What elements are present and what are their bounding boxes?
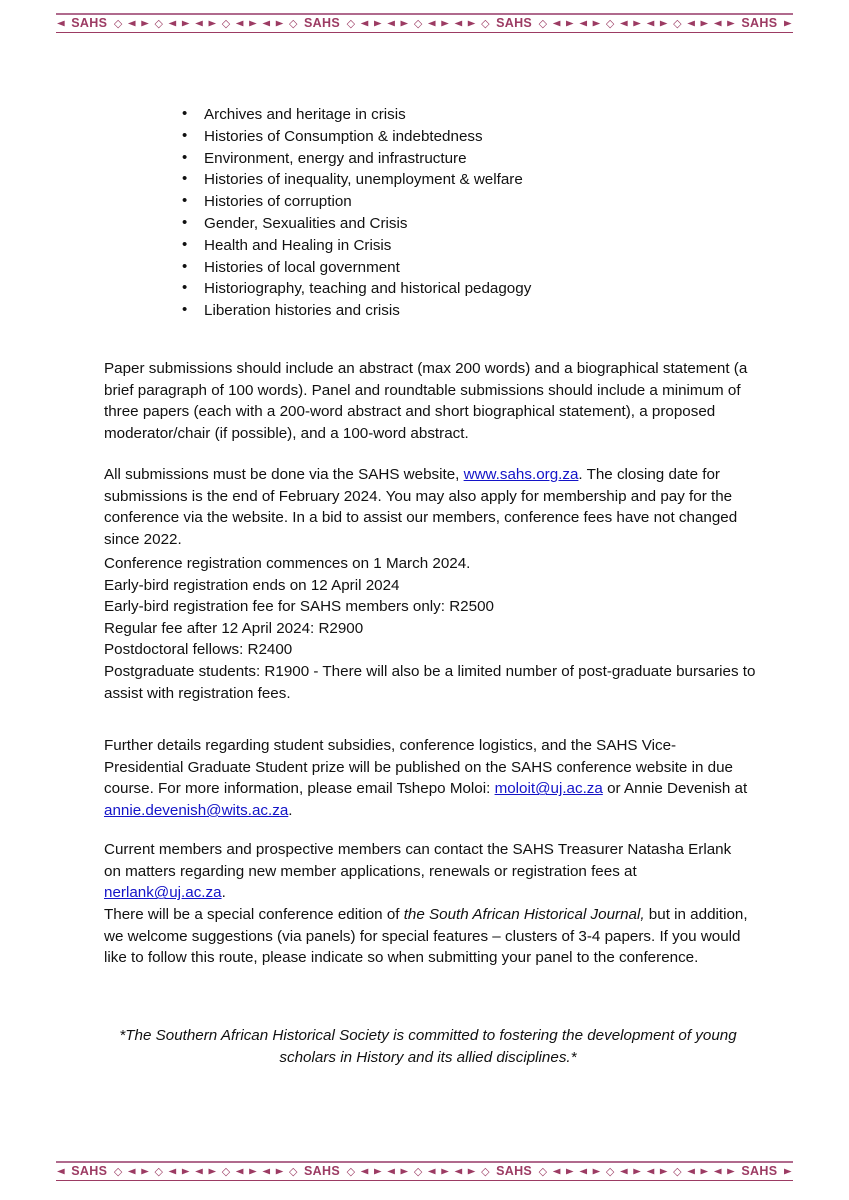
- border-sahs-label: SAHS: [71, 16, 108, 31]
- registration-fees-block: [104, 553, 764, 704]
- border-right-triangle-icon: ►: [373, 1164, 382, 1178]
- border-sahs-label: SAHS: [496, 1164, 533, 1179]
- border-diamond-icon: ◇: [481, 1165, 490, 1178]
- border-diamond-icon: ◇: [538, 1165, 548, 1178]
- topic-list-item: • Histories of inequality, unemployment & welfare: [182, 169, 782, 191]
- border-right-triangle-icon: ►: [181, 1164, 190, 1178]
- journal-text-after: but in addition, we welcome suggestions (via panels) for special features – clusters of 3-4 papers. If you would like to follow this route, please indicate so when submitting your panel to the conference.: [104, 905, 748, 967]
- header-decorative-border: [56, 8, 793, 38]
- border-left-triangle-icon: ◄: [427, 16, 436, 30]
- border-left-triangle-icon: ◄: [552, 16, 561, 30]
- border-right-triangle-icon: ►: [441, 16, 449, 30]
- closing-statement: *The Southern African Historical Society is committed to fostering the development of young scholars in History and its allied disciplines.*: [119, 1027, 737, 1067]
- further-text-after: .: [288, 801, 293, 819]
- fee-line: Postdoctoral fellows: R2400: [104, 641, 293, 659]
- border-left-triangle-icon: ◄: [360, 1164, 369, 1178]
- border-diamond-icon: ◇: [154, 1165, 163, 1178]
- border-right-triangle-icon: ►: [727, 1164, 735, 1178]
- border-left-triangle-icon: ◄: [646, 16, 655, 30]
- border-right-triangle-icon: ►: [566, 16, 574, 30]
- border-right-triangle-icon: ►: [783, 16, 792, 30]
- treasurer-text-before: Current members and prospective members can contact the SAHS Treasurer Natasha Erlank on matters regarding new member applications, renewals or registration fees at: [104, 841, 732, 880]
- fee-line: Early-bird registration fee for SAHS members only: R2500: [104, 598, 494, 616]
- border-right-triangle-icon: ►: [700, 16, 709, 30]
- border-right-triangle-icon: ►: [727, 16, 735, 30]
- border-diamond-icon: ◇: [673, 1165, 682, 1178]
- journal-text-before: There will be a special conference edition of: [104, 905, 404, 923]
- border-right-triangle-icon: ►: [566, 1164, 574, 1178]
- border-right-triangle-icon: ►: [592, 16, 601, 30]
- fee-line: Early-bird registration ends on 12 April 2024: [104, 576, 400, 594]
- topic-list-item: • Histories of Consumption & indebtedness: [182, 126, 782, 148]
- border-diamond-icon: ◇: [481, 17, 490, 30]
- border-left-triangle-icon: ◄: [687, 16, 695, 30]
- border-right-triangle-icon: ►: [249, 16, 257, 30]
- email-link-devenish[interactable]: annie.devenish@wits.ac.za: [104, 801, 289, 819]
- border-right-triangle-icon: ►: [208, 16, 217, 30]
- border-left-triangle-icon: ◄: [168, 1164, 177, 1178]
- topic-list-item: • Historiography, teaching and historical pedagogy: [182, 278, 782, 300]
- border-left-triangle-icon: ◄: [619, 16, 628, 30]
- border-left-triangle-icon: ◄: [262, 16, 271, 30]
- border-diamond-icon: ◇: [288, 17, 298, 30]
- border-right-triangle-icon: ►: [275, 16, 284, 30]
- paragraph-submission-requirements: Paper submissions should include an abstract (max 200 words) and a biographical statement (a brief paragraph of 100 words). Panel and roundtable submissions should include a minimum of three papers (each with a 200-word abstract and short biographical statement), a proposed moderator/chair (if possible), and a 100-word abstract.: [104, 360, 748, 442]
- border-right-triangle-icon: ►: [467, 1164, 476, 1178]
- border-left-triangle-icon: ◄: [687, 1164, 695, 1178]
- border-right-triangle-icon: ►: [373, 16, 382, 30]
- border-right-triangle-icon: ►: [275, 1164, 284, 1178]
- border-left-triangle-icon: ◄: [427, 1164, 436, 1178]
- conference-topics-list: [182, 104, 782, 322]
- header-border-glyphs: [56, 15, 793, 32]
- border-left-triangle-icon: ◄: [713, 16, 722, 30]
- border-diamond-icon: ◇: [154, 17, 163, 30]
- topic-list-item: • Liberation histories and crisis: [182, 300, 782, 322]
- border-left-triangle-icon: ◄: [387, 1164, 395, 1178]
- border-left-triangle-icon: ◄: [552, 1164, 561, 1178]
- border-diamond-icon: ◇: [538, 17, 548, 30]
- border-diamond-icon: ◇: [221, 1165, 231, 1178]
- further-text-between: or Annie Devenish at: [602, 780, 748, 798]
- border-diamond-icon: ◇: [605, 1165, 615, 1178]
- sahs-website-link[interactable]: www.sahs.org.za: [463, 466, 579, 484]
- border-left-triangle-icon: ◄: [235, 16, 244, 30]
- topic-list-item: • Environment, energy and infrastructure: [182, 148, 782, 170]
- header-border-rule-bottom: [56, 32, 793, 33]
- border-sahs-label: SAHS: [741, 1164, 778, 1179]
- border-left-triangle-icon: ◄: [57, 1164, 65, 1178]
- border-right-triangle-icon: ►: [249, 1164, 257, 1178]
- paragraph-further-details: [104, 735, 752, 821]
- border-left-triangle-icon: ◄: [454, 16, 463, 30]
- border-left-triangle-icon: ◄: [127, 1164, 136, 1178]
- border-diamond-icon: ◇: [413, 1165, 423, 1178]
- further-text-before: Further details regarding student subsidies, conference logistics, and the SAHS Vice-Presidential Graduate Student prize will be published on the SAHS conference website in due course. For more information, please email Tshepo Moloi:: [104, 737, 733, 798]
- border-right-triangle-icon: ►: [700, 1164, 709, 1178]
- border-right-triangle-icon: ►: [208, 1164, 217, 1178]
- paragraph-treasurer-and-journal: [104, 839, 752, 969]
- border-diamond-icon: ◇: [288, 1165, 298, 1178]
- fee-line: Conference registration commences on 1 March 2024.: [104, 555, 471, 572]
- border-left-triangle-icon: ◄: [387, 16, 395, 30]
- topic-list-item: • Health and Healing in Crisis: [182, 235, 782, 257]
- border-left-triangle-icon: ◄: [262, 1164, 271, 1178]
- fee-line: Postgraduate students: R1900 - There will also be a limited number of post-graduate bursaries to assist with registration fees.: [104, 662, 756, 702]
- border-left-triangle-icon: ◄: [168, 16, 177, 30]
- border-diamond-icon: ◇: [673, 17, 682, 30]
- topic-list-item: • Histories of corruption: [182, 191, 782, 213]
- email-link-moloi[interactable]: moloit@uj.ac.za: [494, 780, 603, 798]
- border-left-triangle-icon: ◄: [619, 1164, 628, 1178]
- border-right-triangle-icon: ►: [400, 16, 409, 30]
- border-right-triangle-icon: ►: [659, 16, 668, 30]
- border-sahs-label: SAHS: [741, 16, 778, 31]
- border-right-triangle-icon: ►: [141, 16, 149, 30]
- border-left-triangle-icon: ◄: [646, 1164, 655, 1178]
- border-left-triangle-icon: ◄: [360, 16, 369, 30]
- border-right-triangle-icon: ►: [141, 1164, 149, 1178]
- email-link-erlank[interactable]: nerlank@uj.ac.za: [104, 884, 222, 902]
- border-diamond-icon: ◇: [413, 17, 423, 30]
- all-submissions-text-after: . The closing date for submissions is the end of February 2024. You may also apply for membership and pay for the conference via the website. In a bid to assist our members, conference fees have not changed since 2022.: [104, 466, 738, 548]
- border-left-triangle-icon: ◄: [195, 1164, 203, 1178]
- border-right-triangle-icon: ►: [783, 1164, 792, 1178]
- border-sahs-label: SAHS: [304, 16, 340, 31]
- border-left-triangle-icon: ◄: [713, 1164, 722, 1178]
- border-right-triangle-icon: ►: [633, 1164, 641, 1178]
- border-left-triangle-icon: ◄: [579, 16, 588, 30]
- border-left-triangle-icon: ◄: [579, 1164, 588, 1178]
- topic-list-item: • Gender, Sexualities and Crisis: [182, 213, 782, 235]
- all-submissions-text-before: All submissions must be done via the SAHS website,: [104, 466, 464, 484]
- topic-list-item: • Histories of local government: [182, 257, 782, 279]
- border-diamond-icon: ◇: [605, 17, 615, 30]
- border-right-triangle-icon: ►: [181, 16, 190, 30]
- border-right-triangle-icon: ►: [400, 1164, 409, 1178]
- border-left-triangle-icon: ◄: [235, 1164, 244, 1178]
- border-left-triangle-icon: ◄: [454, 1164, 463, 1178]
- border-right-triangle-icon: ►: [659, 1164, 668, 1178]
- footer-decorative-border: [56, 1156, 793, 1186]
- border-right-triangle-icon: ►: [592, 1164, 601, 1178]
- border-sahs-label: SAHS: [71, 1164, 108, 1179]
- border-sahs-label: SAHS: [304, 1164, 340, 1179]
- border-right-triangle-icon: ►: [441, 1164, 449, 1178]
- border-left-triangle-icon: ◄: [127, 16, 136, 30]
- border-diamond-icon: ◇: [113, 17, 123, 30]
- paragraph-website-submissions: [104, 464, 752, 550]
- border-right-triangle-icon: ►: [467, 16, 476, 30]
- footer-border-rule-bottom: [56, 1180, 793, 1181]
- border-diamond-icon: ◇: [113, 1165, 123, 1178]
- journal-title: the South African Historical Journal,: [403, 905, 645, 923]
- footer-border-glyphs: [56, 1163, 793, 1180]
- border-right-triangle-icon: ►: [633, 16, 641, 30]
- border-left-triangle-icon: ◄: [195, 16, 203, 30]
- treasurer-text-after: .: [221, 884, 226, 902]
- fee-line: Regular fee after 12 April 2024: R2900: [104, 619, 364, 637]
- border-diamond-icon: ◇: [346, 17, 356, 30]
- border-left-triangle-icon: ◄: [57, 16, 65, 30]
- border-diamond-icon: ◇: [221, 17, 231, 30]
- border-diamond-icon: ◇: [346, 1165, 356, 1178]
- topic-list-item: • Archives and heritage in crisis: [182, 104, 782, 126]
- border-sahs-label: SAHS: [496, 16, 533, 31]
